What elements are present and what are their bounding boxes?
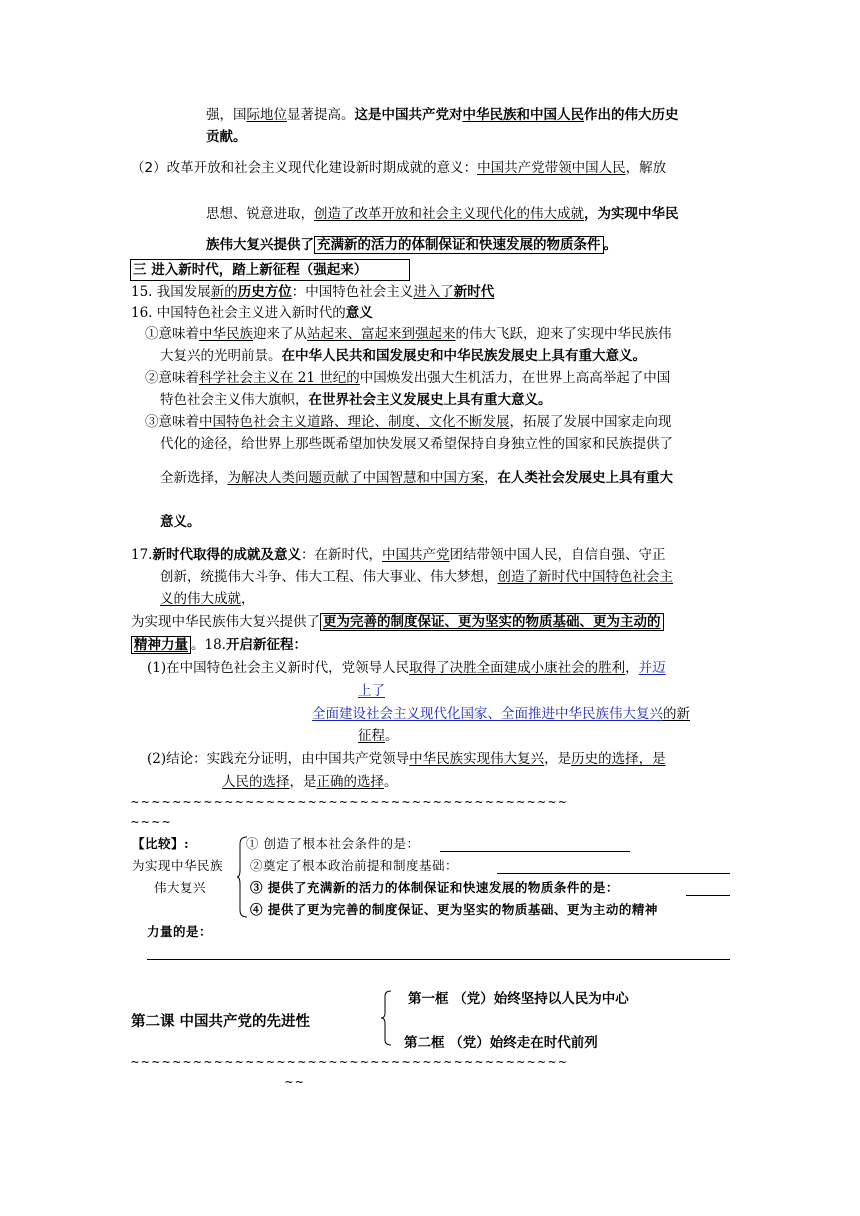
- tilde-separator: ~~: [285, 1075, 306, 1090]
- blue-underlined-text: 全面建设社会主义现代化国家、全面推进中华民族伟大复兴: [312, 706, 663, 722]
- text-line: [131, 612, 664, 632]
- boxed-text: 更为完善的制度保证、更为坚实的物质基础、更为主动的: [320, 613, 664, 631]
- text-run: (2)结论：实践充分证明，由中国共产党领导: [147, 751, 410, 767]
- list-item: [131, 282, 494, 302]
- compare-item-3: ③ 提供了充满新的活力的体制保证和快速发展的物质条件的是：: [250, 880, 619, 895]
- text-line: [131, 158, 666, 178]
- underlined-text: 为解决人类问题贡献了中国智慧和中国方案: [227, 470, 484, 486]
- text-line: [160, 390, 552, 410]
- text-line: 代化的途径，给世界上那些既希望加快发展又希望保持自身独立性的国家和民族提供了: [160, 436, 673, 452]
- left-brace-icon: [380, 990, 392, 1046]
- underlined-text: 中国特色社会主义道路、理论、制度、文化不断发展: [199, 414, 510, 430]
- lesson-frame-1: 第一框 （党）始终坚持以人民为中心: [408, 991, 629, 1007]
- text-line: [358, 726, 399, 746]
- text-run: 中国焕发出强大生机活力，在世界上高高举起了中国: [359, 370, 671, 386]
- text-run: 迎来了从: [253, 326, 307, 342]
- answer-blank: [440, 851, 630, 852]
- text-line: [160, 468, 673, 488]
- list-item: [147, 749, 666, 769]
- text-line: 贡献。: [206, 129, 247, 145]
- blue-underlined-text: 并迈: [638, 660, 666, 676]
- bold-text: 在中华人民共和国发展史和中华民族发展史上具有重大意义。: [281, 348, 646, 364]
- underlined-text: 创造了改革开放和社会主义现代化的伟大成就: [314, 206, 584, 222]
- text-line: [206, 204, 679, 224]
- text-run: 团结带领中国人民，自信自强、守正: [449, 547, 666, 563]
- underlined-text: 中华民族: [199, 326, 253, 342]
- underlined-text: 历史的选择，是: [571, 751, 666, 767]
- compare-item-4: ④ 提供了更为完善的制度保证、更为坚实的物质基础、更为主动的精神: [250, 902, 658, 917]
- text-line: [206, 235, 617, 255]
- text-run: ，拓展了发展中国家走向现: [509, 414, 672, 430]
- underlined-text: 站起来、富起来到强起来: [307, 326, 456, 342]
- text-line: [312, 704, 690, 724]
- compare-label: 【比较】:: [132, 836, 190, 851]
- bold-text: 开启新征程：: [225, 637, 307, 653]
- text-run: ②意味着: [145, 370, 199, 386]
- underlined-text: 义的伟大成就: [160, 591, 241, 607]
- text-run: ，是: [289, 774, 317, 790]
- text-run: ：中国特色社会主义: [291, 284, 414, 300]
- text-run: ，: [484, 470, 498, 486]
- text-run: ：在新时代，: [300, 547, 382, 563]
- underlined-text: 人民的选择: [222, 774, 290, 790]
- text-line: 意义。: [160, 514, 201, 530]
- text-run: 。: [384, 774, 398, 790]
- underlined-text: 征程: [358, 728, 385, 744]
- underlined-text: 中国共产党带领中国人民: [477, 160, 626, 176]
- text-run: 显著提高。: [287, 107, 355, 123]
- bold-text: 作出的伟大历史: [584, 107, 679, 123]
- compare-subject: 为实现中华民族: [132, 858, 224, 873]
- horizontal-divider: [147, 959, 730, 960]
- text-run: 15. 我国发展: [131, 284, 211, 300]
- boxed-text: 充满新的活力的体制保证和快速发展的物质条件: [314, 236, 604, 254]
- text-line: [160, 346, 646, 366]
- compare-item-2: ②奠定了根本政治前提和制度基础：: [250, 858, 459, 873]
- bold-text: 新时代取得的成就及意义: [152, 547, 301, 563]
- text-line: [145, 412, 672, 432]
- text-run: ，解放: [625, 160, 667, 176]
- tilde-separator: ~~~~~~~~~~~~~~~~~~~~~~~~~~~~~~~~~~~~~~~~~~: [131, 1055, 569, 1070]
- text-line: [160, 567, 673, 587]
- underlined-text: 中国共产党: [381, 547, 450, 563]
- bold-underlined-text: 历史方位: [237, 284, 292, 300]
- list-item: [131, 545, 665, 565]
- compare-item-1: ① 创造了根本社会条件的是：: [246, 836, 420, 851]
- text-run: ，: [241, 591, 255, 607]
- text-run: 族伟大复兴提供了: [206, 237, 314, 253]
- compare-item-4-cont: 力量的是：: [147, 924, 213, 939]
- tilde-separator: ~~~~: [131, 815, 173, 830]
- bold-underlined-text: 中华民族和中国人民: [462, 107, 584, 123]
- text-run: (1)在中国特色社会主义新时代，党领导人民: [147, 660, 410, 676]
- tilde-separator: ~~~~~~~~~~~~~~~~~~~~~~~~~~~~~~~~~~~~~~~~~~: [131, 795, 569, 810]
- list-item: [131, 303, 373, 323]
- text-run: （2）改革开放和社会主义现代化建设新时期成就的意义：: [131, 160, 478, 176]
- text-line: [206, 105, 679, 125]
- list-item: [147, 658, 666, 678]
- text-run: 。18.: [191, 637, 226, 653]
- underlined-text: 进入了: [413, 284, 454, 300]
- text-run: 创新，统揽伟大斗争、伟大工程、伟大事业、伟大梦想，: [160, 569, 498, 585]
- underlined-text: 中华民族实现伟大复兴: [409, 751, 545, 767]
- text-run: ①意味着: [145, 326, 199, 342]
- text-run: 强，国: [206, 107, 247, 123]
- bold-text: 在人类社会发展史上具有重大: [497, 470, 673, 486]
- bold-text: 这是中国共产党对: [354, 107, 463, 123]
- compare-subject: 伟大复兴: [154, 880, 207, 895]
- underlined-text: 科学社会主义在 21 世纪的: [199, 370, 360, 386]
- text-run: ，是: [544, 751, 572, 767]
- text-line: [160, 589, 255, 609]
- text-line: [145, 324, 672, 344]
- text-run: 17.: [131, 547, 153, 563]
- text-run: 思想、锐意进取，: [206, 206, 314, 222]
- text-run: 特色社会主义伟大旗帜，: [160, 392, 309, 408]
- text-line: [131, 635, 307, 655]
- text-run: 。: [603, 237, 617, 253]
- underlined-text: 新的: [210, 284, 238, 300]
- text-run: ③意味着: [145, 414, 199, 430]
- bold-underlined-text: 新时代: [453, 284, 495, 300]
- text-line: 上了: [358, 683, 385, 699]
- underlined-text: 的新: [663, 706, 690, 722]
- underlined-text: 际地位: [246, 107, 287, 123]
- text-line: [145, 368, 670, 388]
- answer-blank: [686, 895, 730, 896]
- text-run: 。: [385, 728, 399, 744]
- text-line: [222, 772, 398, 792]
- text-run: 大复兴的光明前景。: [160, 348, 282, 364]
- lesson-title: 第二课 中国共产党的先进性: [131, 1014, 311, 1030]
- text-run: 16. 中国特色社会主义进入新时代的: [131, 305, 346, 321]
- boxed-text: 精神力量: [131, 636, 191, 654]
- text-run: 的伟大飞跃，迎来了实现中华民族伟: [455, 326, 672, 342]
- bold-text: 在世界社会主义发展史上具有重大意义。: [308, 392, 552, 408]
- underlined-text: 正确的选择: [316, 774, 384, 790]
- section-heading: 三 进入新时代，踏上新征程（强起来）: [130, 259, 410, 281]
- bold-text: ，为实现中华民: [584, 206, 679, 222]
- text-run: 全新选择，: [160, 470, 228, 486]
- answer-blank: [497, 873, 730, 874]
- text-run: 为实现中华民族伟大复兴提供了: [131, 614, 320, 630]
- underlined-text: 取得了决胜全面建成小康社会的胜利: [409, 660, 626, 676]
- underlined-text: 创造了新时代中国特色社会主: [497, 569, 673, 585]
- lesson-frame-2: 第二框 （党）始终走在时代前列: [404, 1035, 598, 1051]
- text-run: ，: [625, 660, 639, 676]
- bold-text: 意义: [345, 305, 373, 321]
